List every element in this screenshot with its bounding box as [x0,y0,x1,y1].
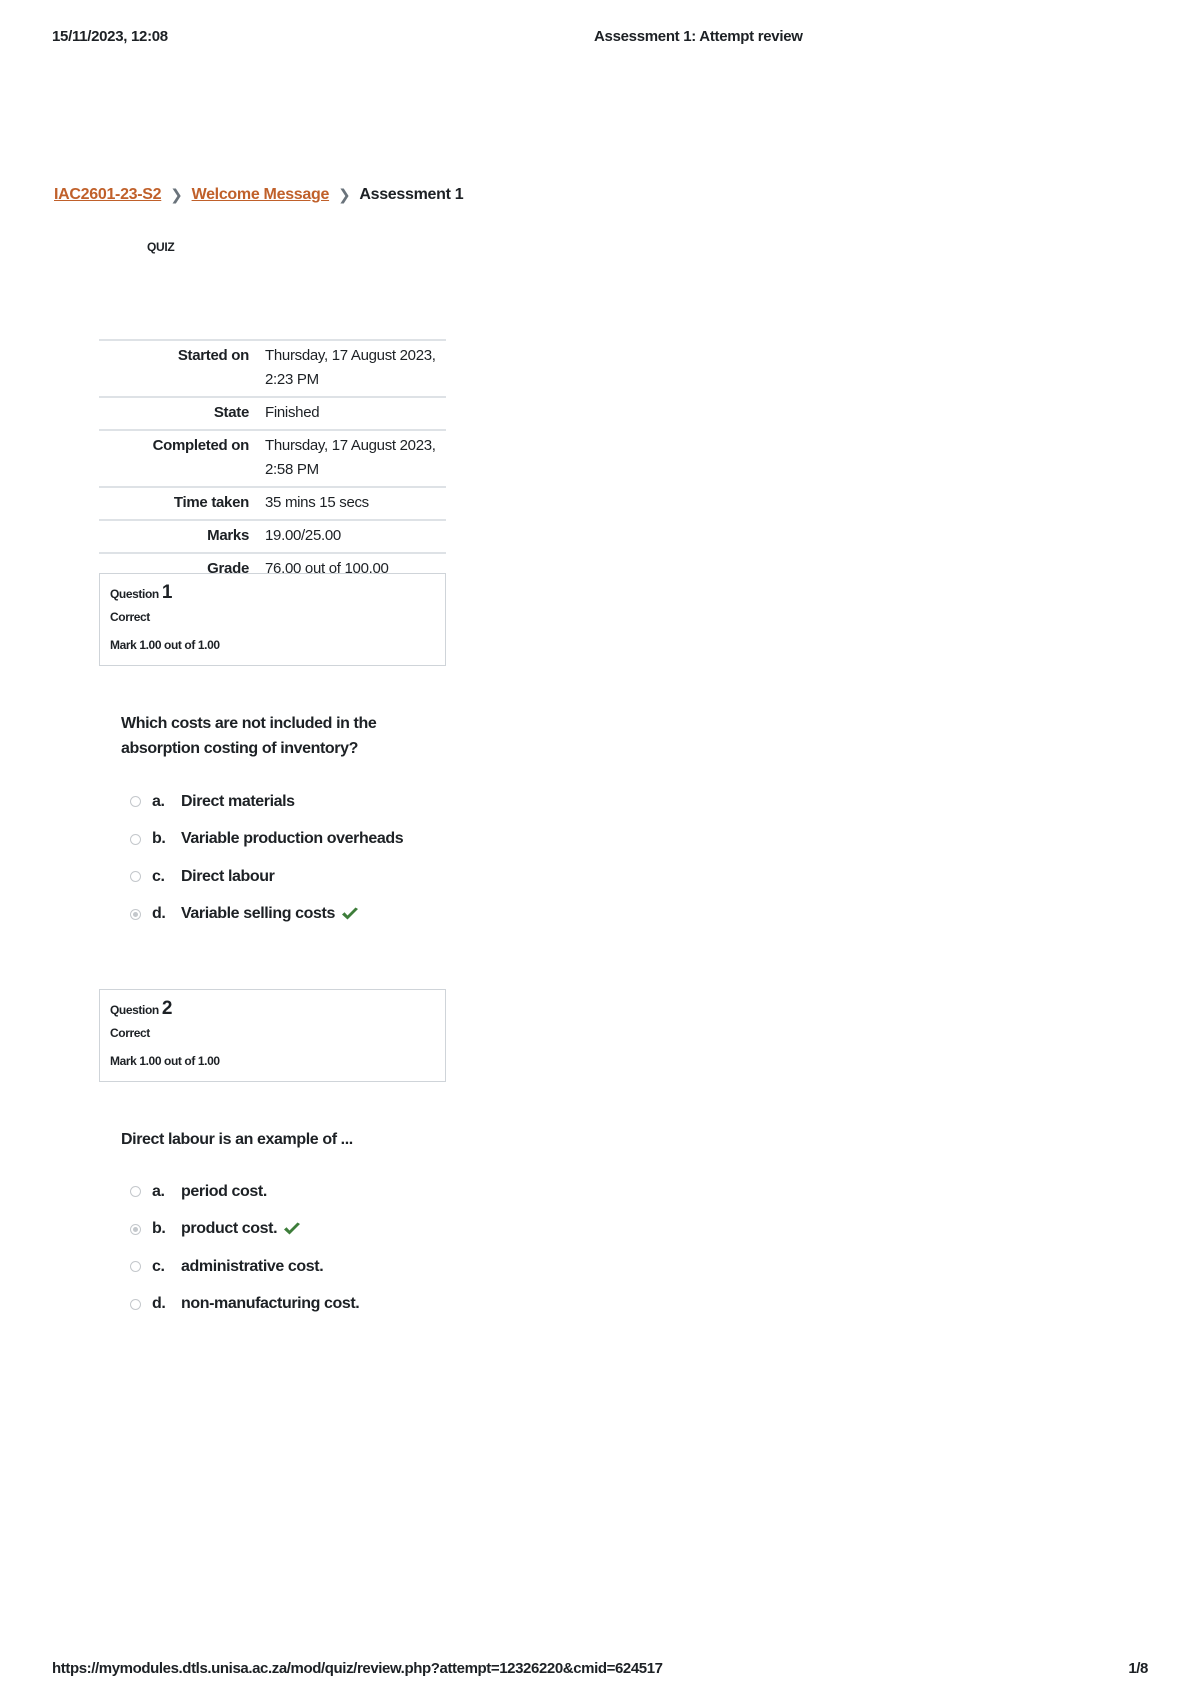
question-text: Which costs are not included in the absorption costing of inventory? [121,715,377,757]
print-document-title: Assessment 1: Attempt review [594,28,803,45]
page-number: 1/8 [1128,1660,1148,1677]
summary-row [99,340,446,397]
answer-letter: a. [152,1182,165,1200]
answer-letter: a. [152,792,165,810]
print-datetime: 15/11/2023, 12:08 [52,28,168,45]
attempt-summary-table [99,339,446,585]
answer-text: non-manufacturing cost. [181,1295,360,1313]
question-grade: Mark 1.00 out of 1.00 [110,638,220,652]
radio-button[interactable] [130,1186,141,1197]
chevron-right-icon: ❯ [338,187,351,204]
question-text: Direct labour is an example of ... [121,1131,353,1148]
question-label: Question [110,1003,159,1017]
summary-key: Completed on [99,430,265,487]
page-url: https://mymodules.dtls.unisa.ac.za/mod/quiz/review.php?attempt=12326220&cmid=624517 [52,1660,663,1677]
radio-button[interactable] [130,1299,141,1310]
answer-option[interactable] [130,783,403,821]
question-state: Correct [110,1026,150,1040]
check-icon [283,1222,301,1236]
summary-value: 76.00 out of 100.00 [265,553,446,585]
answer-option[interactable] [130,1286,359,1324]
answer-letter: c. [152,867,165,885]
question-number [110,582,435,604]
answer-option[interactable] [130,858,403,896]
answer-option[interactable] [130,1248,359,1286]
answer-text: administrative cost. [181,1257,324,1275]
summary-value: Thursday, 17 August 2023, 2:23 PM [265,340,446,397]
question-grade: Mark 1.00 out of 1.00 [110,1054,220,1068]
radio-button[interactable] [130,1261,141,1272]
answer-option[interactable] [130,896,403,934]
summary-key: Marks [99,520,265,553]
question-number-value: 1 [161,582,172,603]
summary-key: Time taken [99,487,265,520]
answer-list [130,783,403,933]
question-info-box [99,573,446,666]
answer-text: product cost. [181,1220,278,1238]
summary-value: Thursday, 17 August 2023, 2:58 PM [265,430,446,487]
summary-key: Grade [99,553,265,585]
answer-text: period cost. [181,1182,267,1200]
radio-button[interactable] [130,834,141,845]
summary-value: 35 mins 15 secs [265,487,446,520]
question-state: Correct [110,610,150,624]
chevron-right-icon: ❯ [170,187,183,204]
answer-text: Variable production overheads [181,830,404,848]
summary-value: Finished [265,397,446,430]
breadcrumb-course-link[interactable]: IAC2601-23-S2 [54,186,162,203]
summary-row [99,397,446,430]
answer-letter: b. [152,830,166,848]
summary-key: State [99,397,265,430]
question-info-box [99,989,446,1082]
check-icon [341,907,359,921]
answer-letter: b. [152,1220,166,1238]
answer-letter: d. [152,1295,166,1313]
answer-letter: d. [152,905,166,923]
radio-button-selected[interactable] [130,1224,141,1235]
radio-button[interactable] [130,871,141,882]
summary-row [99,487,446,520]
answer-option[interactable] [130,821,403,859]
summary-row [99,430,446,487]
answer-text: Variable selling costs [181,905,335,923]
question-number-value: 2 [161,998,172,1019]
answer-option[interactable] [130,1211,359,1249]
radio-button[interactable] [130,796,141,807]
answer-text: Direct labour [181,867,275,885]
summary-value: 19.00/25.00 [265,520,446,553]
summary-row [99,520,446,553]
breadcrumb-current: Assessment 1 [359,186,464,203]
breadcrumb [54,186,463,204]
summary-key: Started on [99,340,265,397]
breadcrumb-section-link[interactable]: Welcome Message [191,186,330,203]
answer-text: Direct materials [181,792,295,810]
answer-list [130,1173,359,1323]
activity-type-label: QUIZ [147,240,175,254]
answer-option[interactable] [130,1173,359,1211]
question-label: Question [110,587,159,601]
radio-button-selected[interactable] [130,909,141,920]
print-footer [52,1660,1148,1680]
question-number [110,998,435,1020]
print-header [52,28,1148,50]
answer-letter: c. [152,1257,165,1275]
